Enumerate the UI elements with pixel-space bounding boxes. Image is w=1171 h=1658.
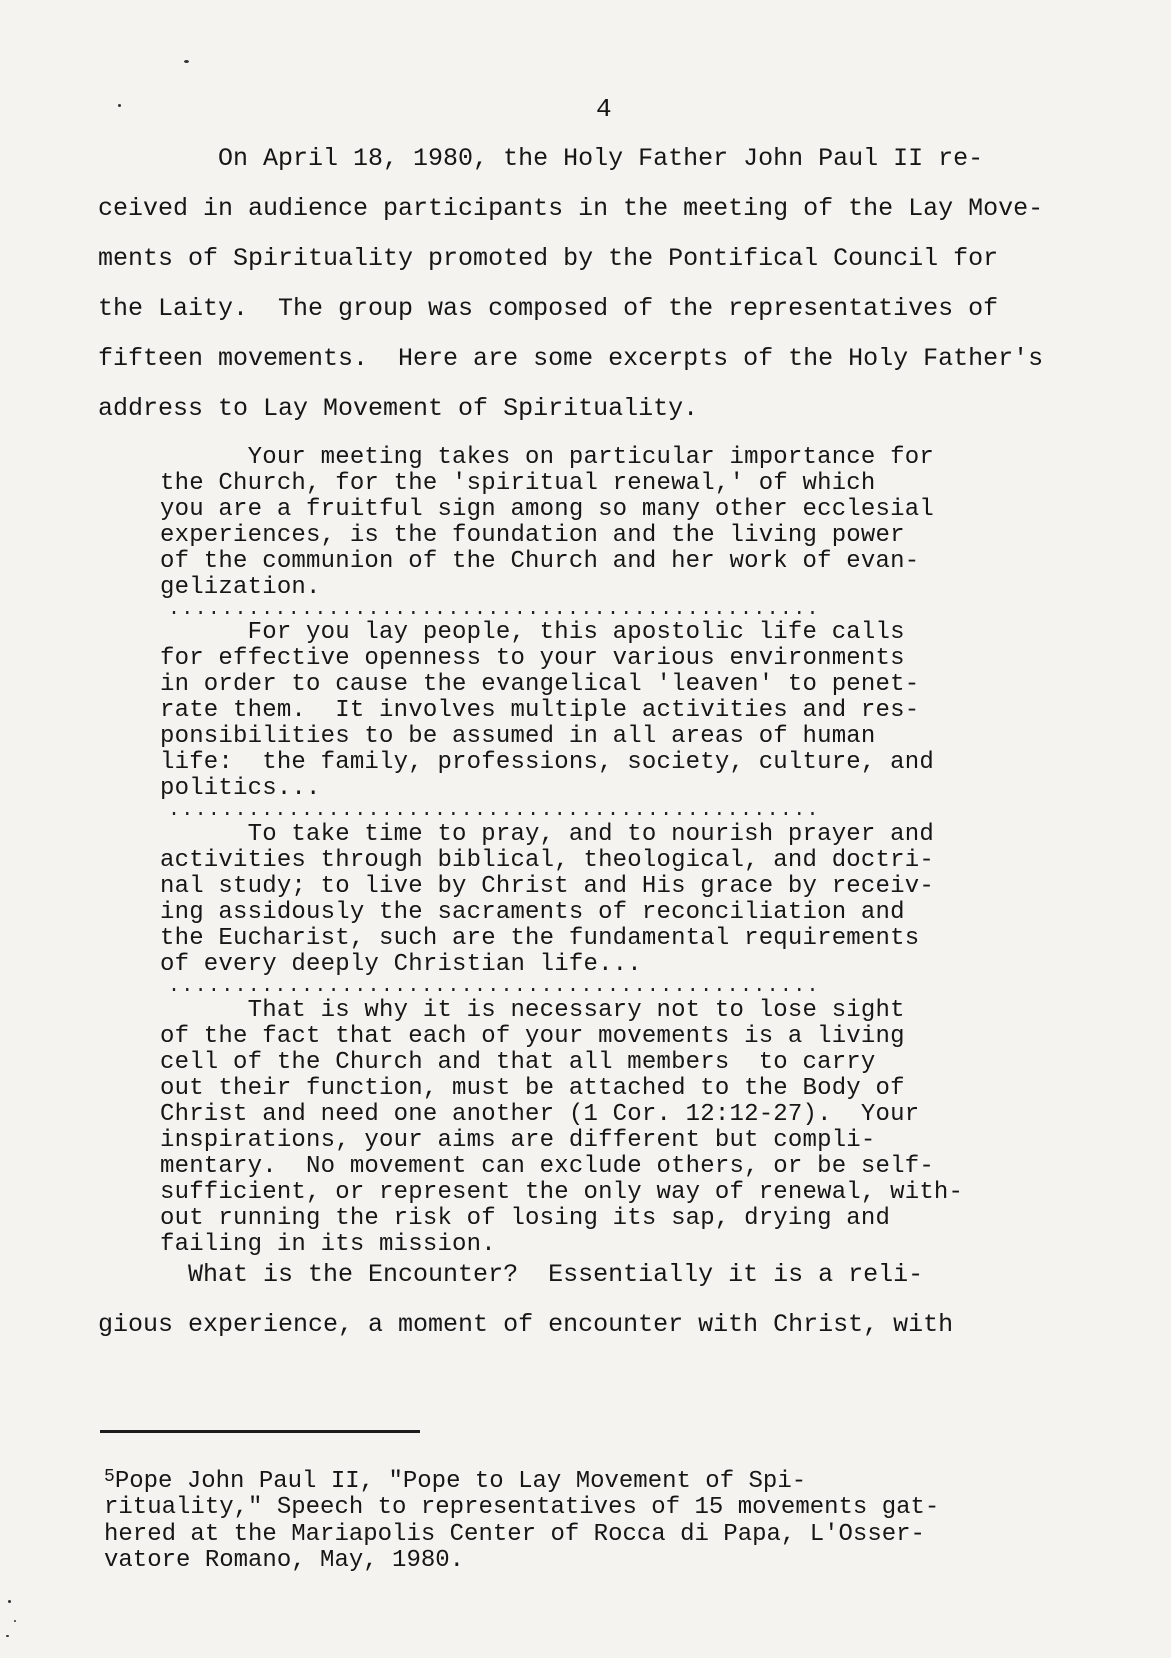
excerpt-line: That is why it is necessary not to lose sight [160,997,905,1024]
excerpt-line: Christ and need one another (1 Cor. 12:12-27). Your [160,1101,920,1128]
excerpt-line: cell of the Church and that all members to carry [160,1049,876,1076]
intro-line: On April 18, 1980, the Holy Father John Paul II re- [98,144,984,173]
page-number: 4 [596,94,612,124]
intro-line: ceived in audience participants in the meeting of the Lay Move- [98,194,1044,223]
excerpt-line: gelization. [160,574,321,601]
excerpt-line: Your meeting takes on particular importance for [160,444,934,471]
scan-speck [118,104,121,107]
excerpt-line: life: the family, professions, society, culture, and [160,749,934,776]
conclusion-line: What is the Encounter? Essentially it is a reli- [98,1260,924,1289]
intro-line: the Laity. The group was composed of the representatives of [98,294,999,323]
excerpt-line: of the fact that each of your movements is a living [160,1023,905,1050]
footnote-line: rituality," Speech to representatives of 15 movements gat- [104,1494,940,1522]
excerpt-line: you are a fruitful sign among so many other ecclesial [160,496,934,523]
intro-line: fifteen movements. Here are some excerpts of the Holy Father's [98,344,1044,373]
excerpt-line: the Eucharist, such are the fundamental requirements [160,925,920,952]
excerpt-line: rate them. It involves multiple activities and res- [160,697,920,724]
separator-dots: ................................................. [168,598,820,621]
footnote-rule [100,1430,420,1433]
excerpt-line: failing in its mission. [160,1231,496,1258]
excerpt-line: inspirations, your aims are different but compli- [160,1127,876,1154]
excerpt-line: mentary. No movement can exclude others, or be self- [160,1153,934,1180]
footnote-line: hered at the Mariapolis Center of Rocca di Papa, L'Osser- [104,1520,925,1548]
scan-speck [6,1635,9,1637]
excerpt-line: ponsibilities to be assumed in all areas of human [160,723,876,750]
footnote-marker: 5 [104,1467,115,1487]
footnote-line: Pope John Paul II, "Pope to Lay Movement of Spi- [114,1468,807,1495]
excerpt-line: politics... [160,775,321,802]
excerpt-line: To take time to pray, and to nourish prayer and [160,821,934,848]
excerpt-line: experiences, is the foundation and the living power [160,522,905,549]
footnote [104,1464,939,1575]
excerpt-line: of every deeply Christian life... [160,951,642,978]
scan-speck [14,1620,16,1622]
separator-dots: ................................................. [168,799,820,822]
excerpt-line: out their function, must be attached to the Body of [160,1075,905,1102]
excerpt-line: in order to cause the evangelical 'leaven' to penet- [160,671,920,698]
separator-dots: ................................................. [168,975,820,998]
conclusion-line: gious experience, a moment of encounter with Christ, with [98,1310,954,1339]
excerpt-line: activities through biblical, theological, and doctri- [160,847,934,874]
footnote-line: vatore Romano, May, 1980. [104,1547,465,1575]
excerpt-line: sufficient, or represent the only way of renewal, with- [160,1179,964,1206]
intro-line: ments of Spirituality promoted by the Pontifical Council for [98,244,999,273]
excerpt-line: ing assidously the sacraments of reconciliation and [160,899,905,926]
excerpt-line: for effective openness to your various environments [160,645,905,672]
excerpt-line: the Church, for the 'spiritual renewal,' of which [160,470,876,497]
excerpt-line: of the communion of the Church and her work of evan- [160,548,920,575]
excerpt-line: For you lay people, this apostolic life calls [160,619,905,646]
intro-line: address to Lay Movement of Spirituality. [98,394,699,423]
excerpt-line: nal study; to live by Christ and His grace by receiv- [160,873,934,900]
scan-speck [8,1600,11,1603]
scan-speck [184,60,189,63]
excerpt-line: out running the risk of losing its sap, drying and [160,1205,891,1232]
